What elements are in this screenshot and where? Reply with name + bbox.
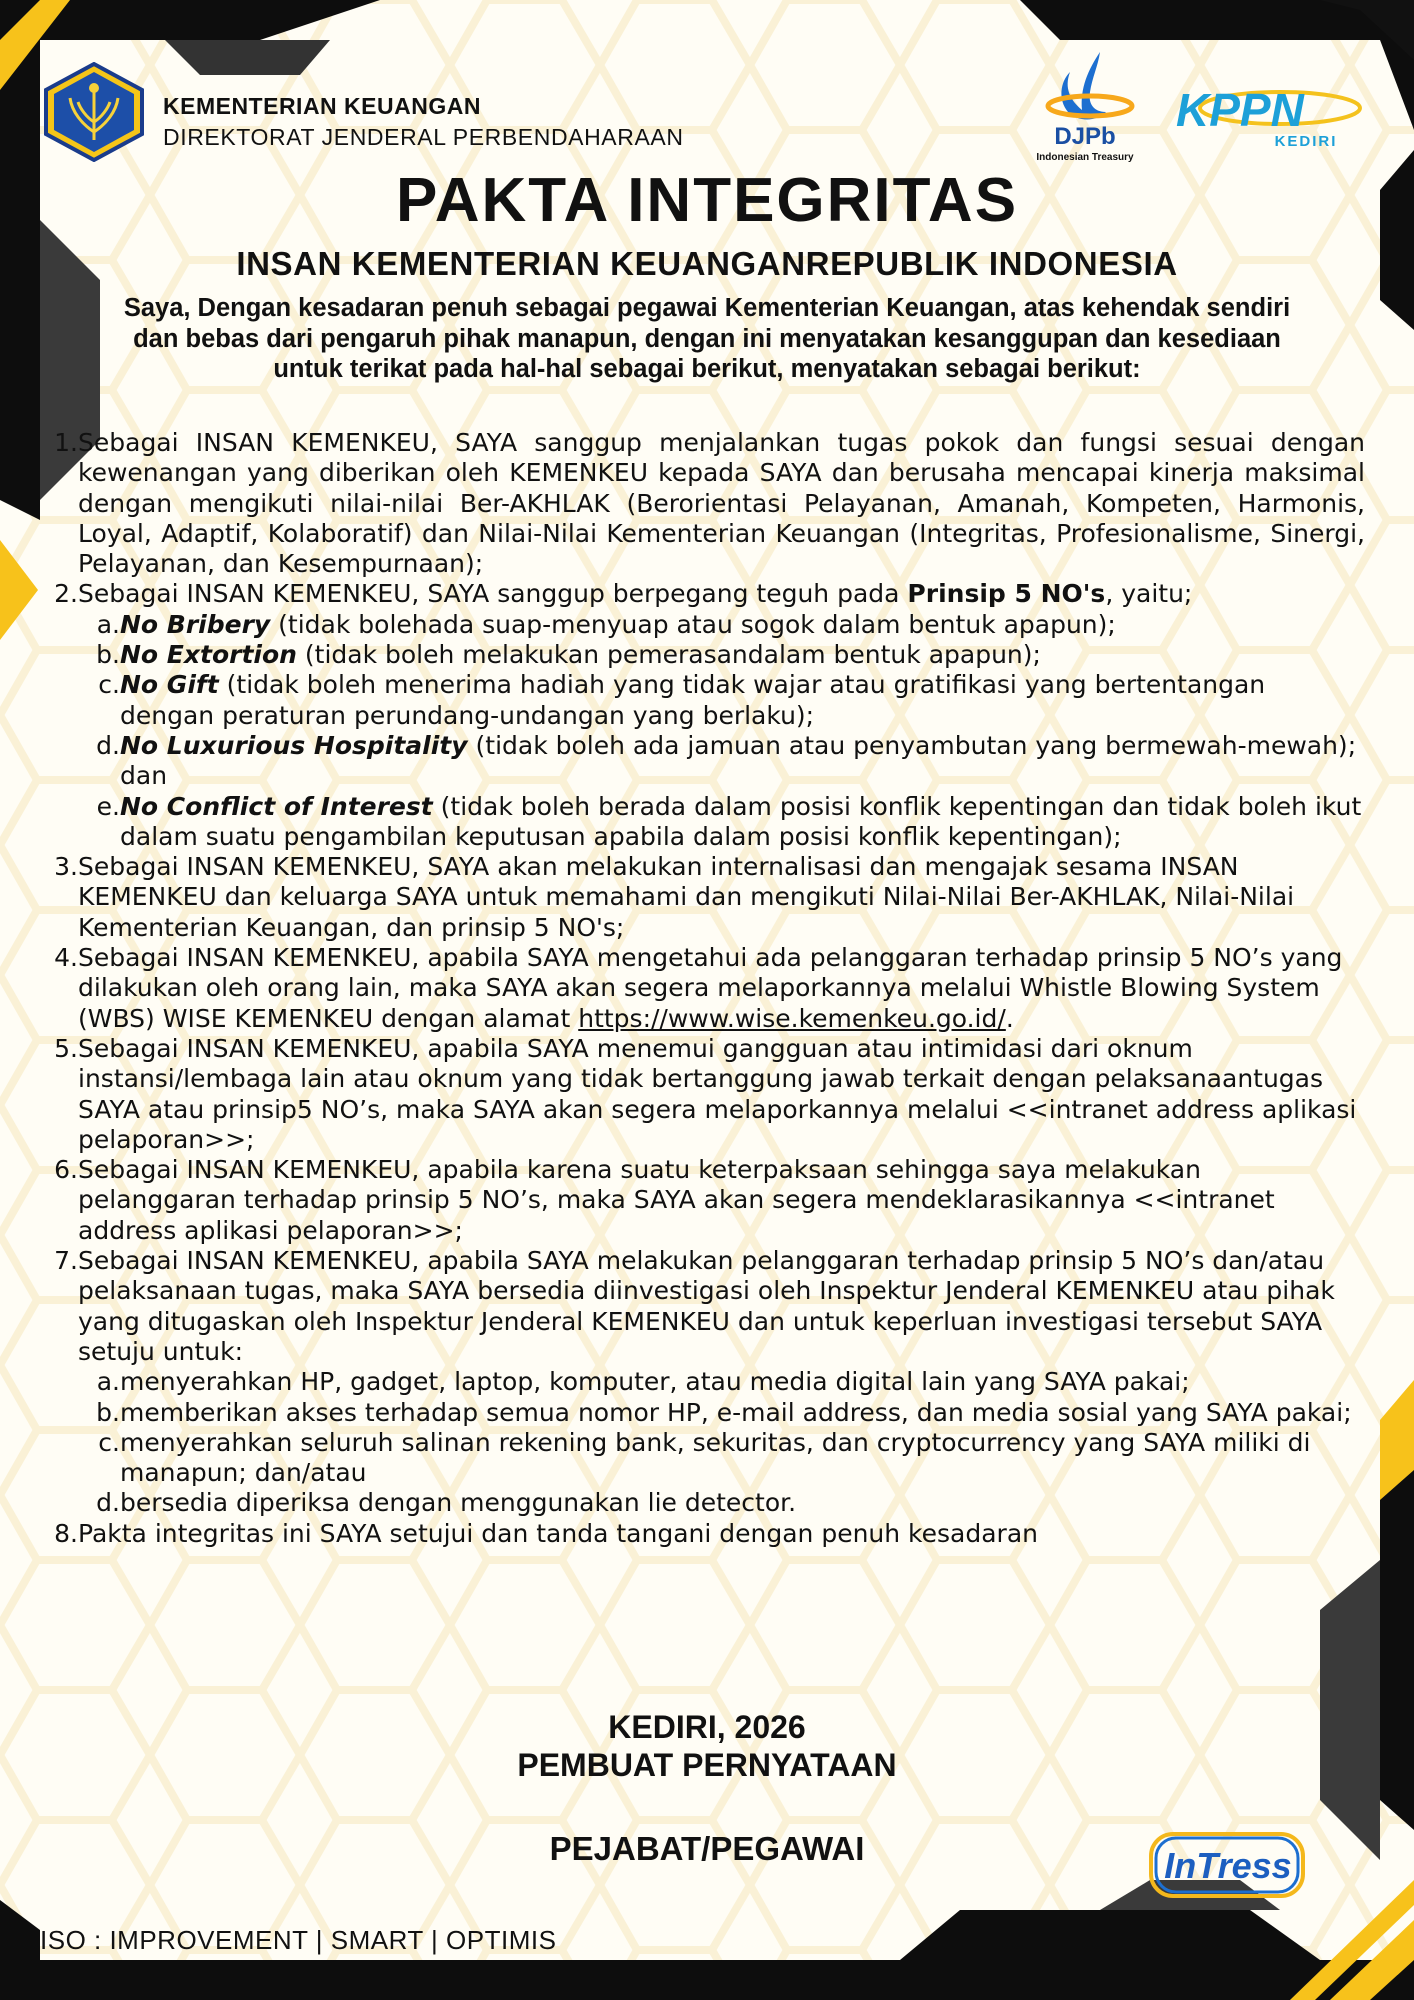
principle-name: No Extortion <box>120 640 297 670</box>
principle-desc: (tidak boleh ada jamuan atau penyambutan yang bermewah-mewah); dan <box>120 730 1357 791</box>
document-subtitle: INSAN KEMENTERIAN KEUANGANREPUBLIK INDONESIA <box>236 245 1178 282</box>
intress-logo-text: InTress <box>1164 1845 1292 1886</box>
sub-text <box>120 640 1365 670</box>
djpb-logo <box>1030 48 1140 168</box>
motto-footer: ISO : IMPROVEMENT | SMART | OPTIMIS <box>40 1925 557 1955</box>
principle-desc: (tidak boleh berada dalam posisi konflik kepentingan dan tidak boleh ikut dalam suatu pengambilan keputusan apabila dalam posisi konflik kepentingan); <box>120 791 1362 851</box>
list-text: Sebagai INSAN KEMENKEU, apabila SAYA melakukan pelanggaran terhadap prinsip 5 NO’s dan/atau pelaksanaan tugas, maka SAYA bersedia diinvestigasi oleh Inspektur Jenderal KEMENKEU atau pihak yang ditugaskan oleh Inspektur Jenderal KEMENKEU dan untuk keperluan investigasi tersebut SAYA setuju untuk: <box>78 1246 1335 1366</box>
sub-text <box>120 731 1365 792</box>
list-number: 7. <box>54 1246 78 1276</box>
sub-item <box>88 731 1365 792</box>
sub-letter: c. <box>98 1427 120 1457</box>
list-text <box>78 579 1365 609</box>
principle-name: No Conflict of Interest <box>120 791 433 821</box>
intress-logo <box>1148 1828 1308 1902</box>
list-item <box>44 579 1365 609</box>
list-text: Sebagai INSAN KEMENKEU, SAYA akan melakukan internalisasi dan mengajak sesama INSAN KEMENKEU dan keluarga SAYA untuk memahami dan mengikuti Nilai-Nilai Ber-AKHLAK, Nilai-Nilai Kementerian Keuangan, dan prinsip 5 NO's; <box>78 852 1295 942</box>
list-number: 8. <box>54 1518 78 1548</box>
list-item <box>44 1519 1365 1549</box>
principle-desc: (tidak boleh melakukan pemerasandalam bentuk apapun); <box>296 640 1041 670</box>
intro-statement: Saya, Dengan kesadaran penuh sebagai pegawai Kementerian Keuangan, atas kehendak sendiri dan bebas dari pengaruh pihak manapun, dengan ini menyatakan kesanggupan dan kesediaan untuk terikat pada hal-hal sebagai berikut, menyatakan sebagai berikut: <box>123 294 1291 383</box>
list-number: 2. <box>54 579 78 609</box>
list-number: 4. <box>54 943 78 973</box>
kemenkeu-emblem-icon <box>42 62 146 162</box>
sub-item <box>88 610 1365 640</box>
sub-text <box>120 670 1365 731</box>
sub-item <box>88 1488 1365 1518</box>
djpb-logo-text: DJPb <box>1054 123 1116 150</box>
principle-desc: (tidak bolehada suap-menyuap atau sogok dalam bentuk apapun); <box>270 609 1116 639</box>
ministry-heading <box>163 93 684 151</box>
list-text-tail: . <box>1005 1003 1014 1033</box>
sub-text: menyerahkan seluruh salinan rekening bank, sekuritas, dan cryptocurrency yang SAYA miliki di manapun; dan/atau <box>120 1427 1311 1488</box>
principle-name: No Luxurious Hospitality <box>120 730 468 760</box>
kppn-logo <box>1170 82 1366 152</box>
sub-letter: d. <box>96 730 120 760</box>
kppn-city: KEDIRI <box>1274 133 1338 150</box>
wise-kemenkeu-link[interactable]: https://www.wise.kemenkeu.go.id/ <box>578 1003 1006 1033</box>
sub-item <box>88 792 1365 853</box>
list-text: Sebagai INSAN KEMENKEU, apabila karena suatu keterpaksaan sehingga saya melakukan pelanggaran terhadap prinsip 5 NO’s, maka SAYA akan segera mendeklarasikannya <<intranet address aplikasi pelaporan>>; <box>78 1155 1275 1245</box>
list-text: Sebagai INSAN KEMENKEU, apabila SAYA menemui gangguan atau intimidasi dari oknum instansi/lembaga lain atau oknum yang tidak bertanggung jawab terkait dengan pelaksanaantugas SAYA atau prinsip5 NO’s, maka SAYA akan segera melaporkannya melalui <<intranet address aplikasi pelaporan>>; <box>78 1033 1357 1154</box>
kppn-logo-text: KPPN <box>1176 84 1304 136</box>
list-text-tail: , yaitu; <box>1105 579 1193 609</box>
djpb-tagline: Indonesian Treasury <box>1036 152 1134 163</box>
sub-item <box>88 1428 1365 1489</box>
sub-letter: a. <box>96 609 120 639</box>
sub-item <box>88 640 1365 670</box>
list-number: 3. <box>54 852 78 882</box>
list-text-lead: Sebagai INSAN KEMENKEU, apabila SAYA mengetahui ada pelanggaran terhadap prinsip 5 NO’s yang dilakukan oleh orang lain, maka SAYA akan segera melaporkannya melalui Whistle Blowing System (WBS) WISE KEMENKEU dengan alamat <box>78 943 1343 1033</box>
list-number: 5. <box>54 1033 78 1063</box>
sub-item <box>88 670 1365 731</box>
list-item <box>44 852 1365 943</box>
sub-letter: b. <box>96 1397 120 1427</box>
list-item <box>44 1246 1365 1367</box>
principle-name: No Gift <box>120 670 219 700</box>
place-year: KEDIRI, 2026 <box>608 1709 806 1745</box>
list-text: Sebagai INSAN KEMENKEU, SAYA sanggup menjalankan tugas pokok dan fungsi sesuai dengan kewenangan yang diberikan oleh KEMENKEU kepada SAYA dan berusaha mencapai kinerja maksimal dengan mengikuti nilai-nilai Ber-AKHLAK (Berorientasi Pelayanan, Amanah, Kompeten, Harmonis, Loyal, Adaptif, Kolaboratif) dan Nilai-Nilai Kementerian Keuangan (Integritas, Profesionalisme, Sinergi, Pelayanan, dan Kesempurnaan); <box>78 428 1365 579</box>
sub-text: memberikan akses terhadap semua nomor HP, e-mail address, dan media sosial yang SAYA pakai; <box>120 1397 1352 1427</box>
list-number: 6. <box>54 1155 78 1185</box>
sub-letter: d. <box>96 1488 120 1518</box>
list-number: 1. <box>54 428 78 457</box>
sub-letter: a. <box>96 1367 120 1397</box>
sub-item <box>88 1398 1365 1428</box>
directorate-name: DIREKTORAT JENDERAL PERBENDAHARAAN <box>163 124 684 150</box>
principle-5-nos: Prinsip 5 NO's <box>907 579 1106 609</box>
sub-letter: c. <box>98 670 120 700</box>
principle-name: No Bribery <box>120 609 271 639</box>
principle-desc: (tidak boleh menerima hadiah yang tidak wajar atau gratifikasi yang bertentangan dengan peraturan perundang-undangan yang berlaku); <box>120 670 1266 730</box>
list-item <box>44 1155 1365 1246</box>
sub-letter: b. <box>96 640 120 670</box>
sub-letter: e. <box>96 791 120 821</box>
sub-text <box>120 792 1365 853</box>
document-title: PAKTA INTEGRITAS <box>395 166 1019 235</box>
sub-text: bersedia diperiksa dengan menggunakan lie detector. <box>120 1488 797 1518</box>
list-item <box>44 1034 1365 1155</box>
list-text <box>78 943 1365 1034</box>
list-item <box>44 428 1365 579</box>
signature-block <box>0 1708 1414 1784</box>
list-item <box>44 943 1365 1034</box>
sub-text <box>120 610 1365 640</box>
ministry-name: KEMENTERIAN KEUANGAN <box>163 93 481 119</box>
signer-role: PEMBUAT PERNYATAAN <box>517 1747 897 1783</box>
sub-text: menyerahkan HP, gadget, laptop, komputer, atau media digital lain yang SAYA pakai; <box>120 1367 1190 1397</box>
list-text-lead: Sebagai INSAN KEMENKEU, SAYA sanggup berpegang teguh pada <box>78 579 908 609</box>
signer-title: PEJABAT/PEGAWAI <box>549 1830 865 1867</box>
commitment-list <box>44 428 1365 1549</box>
sub-item <box>88 1367 1365 1397</box>
list-text: Pakta integritas ini SAYA setujui dan tanda tangani dengan penuh kesadaran <box>78 1518 1038 1548</box>
